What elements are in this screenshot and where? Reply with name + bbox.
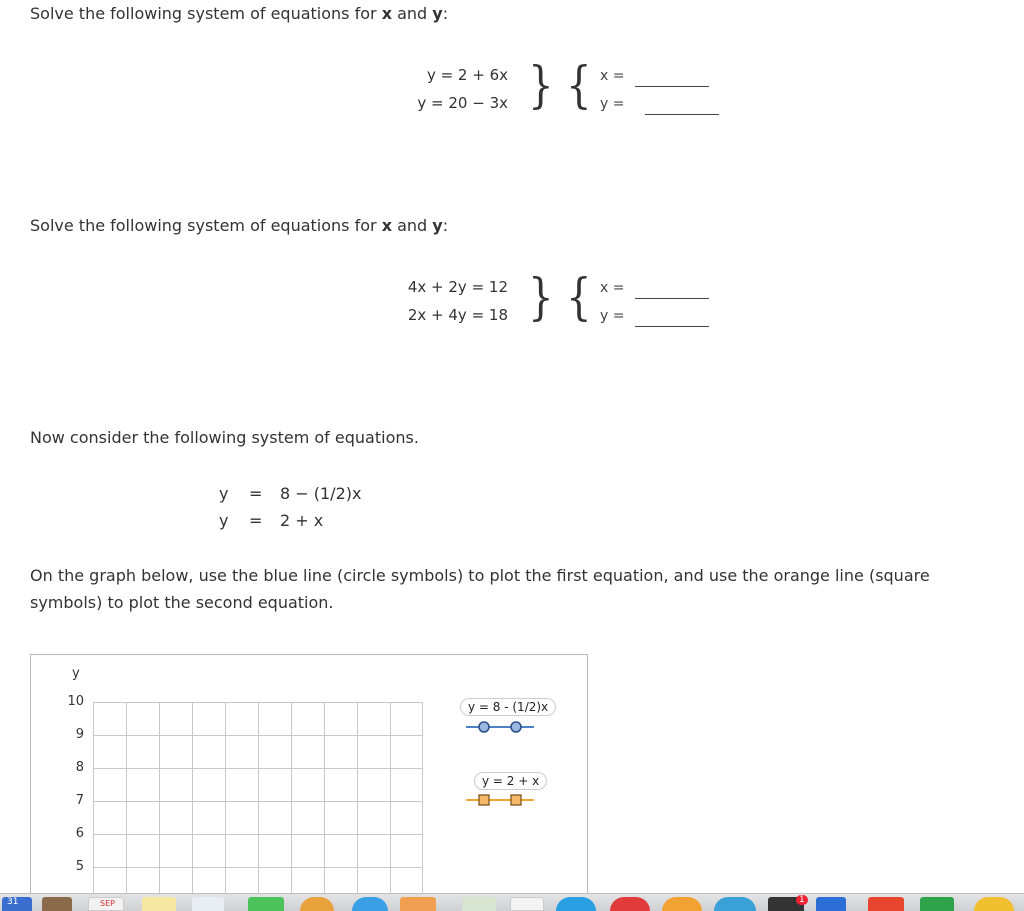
blue-line-tool[interactable] bbox=[464, 718, 538, 736]
pages-app-icon[interactable] bbox=[400, 897, 436, 911]
orange-square-handle-icon bbox=[479, 795, 489, 805]
excel-app-icon[interactable] bbox=[920, 897, 954, 911]
plot-grid[interactable] bbox=[93, 702, 423, 894]
problem-2-x-input[interactable] bbox=[635, 282, 709, 299]
blue-circle-handle-icon bbox=[479, 722, 489, 732]
problem-2-y-input[interactable] bbox=[635, 310, 709, 327]
skype-app-icon[interactable] bbox=[556, 897, 596, 911]
system-3-row-2-lhs: y bbox=[219, 511, 229, 530]
y-tick-label: 5 bbox=[75, 859, 84, 874]
dock-badge: 31 bbox=[4, 897, 21, 907]
chrome-app-icon[interactable] bbox=[510, 897, 544, 911]
dock-app-icon[interactable] bbox=[662, 897, 702, 911]
numbers-app-icon[interactable] bbox=[462, 897, 496, 911]
system-3-row-2-rhs: 2 + x bbox=[280, 511, 324, 530]
y-tick-label: 7 bbox=[75, 793, 84, 808]
system-3-row-2-equals: = bbox=[249, 511, 263, 530]
y-axis-title: y bbox=[72, 666, 80, 681]
problem-2-right-brace: } bbox=[528, 268, 554, 326]
dock-app-icon[interactable] bbox=[974, 897, 1014, 911]
problem-1-y-label: y = bbox=[600, 96, 625, 112]
dock-app-icon[interactable] bbox=[42, 897, 72, 911]
photos-app-icon[interactable] bbox=[300, 897, 334, 911]
problem-1-x-label: x = bbox=[600, 68, 625, 84]
problem-1-x-input[interactable] bbox=[635, 70, 709, 87]
problem-1-right-brace: } bbox=[528, 56, 554, 114]
orange-square-handle-icon bbox=[511, 795, 521, 805]
messages-app-icon[interactable] bbox=[248, 897, 284, 911]
problem-2-equation-2: 2x + 4y = 18 bbox=[407, 306, 508, 324]
problem-1-left-brace: { bbox=[566, 56, 592, 114]
y-tick-label: 8 bbox=[75, 760, 84, 775]
orange-line-tool[interactable] bbox=[464, 791, 538, 809]
calendar-month-label: SEP bbox=[100, 899, 115, 908]
blue-line-legend-label: y = 8 - (1/2)x bbox=[460, 698, 556, 716]
notification-badge: 1 bbox=[796, 895, 808, 905]
system-3-row-1-equals: = bbox=[249, 484, 263, 503]
notes-app-icon[interactable] bbox=[142, 897, 176, 911]
problem-1-prompt: Solve the following system of equations for x and y: bbox=[30, 4, 449, 23]
orange-line-legend-label: y = 2 + x bbox=[474, 772, 547, 790]
system-3-intro: Now consider the following system of equations. bbox=[30, 428, 419, 447]
blue-circle-handle-icon bbox=[511, 722, 521, 732]
y-tick-label: 9 bbox=[75, 727, 84, 742]
problem-2-x-label: x = bbox=[600, 280, 625, 296]
system-3-row-1-lhs: y bbox=[219, 484, 229, 503]
problem-2-prompt: Solve the following system of equations for x and y: bbox=[30, 216, 449, 235]
problem-1-equation-2: y = 20 − 3x bbox=[417, 94, 508, 112]
safari-app-icon[interactable] bbox=[352, 897, 388, 911]
system-3-row-1-rhs: 8 − (1/2)x bbox=[280, 484, 362, 503]
problem-2-equation-1: 4x + 2y = 12 bbox=[407, 278, 508, 296]
dock-app-icon[interactable] bbox=[192, 897, 224, 911]
dock-app-icon[interactable] bbox=[868, 897, 904, 911]
dock bbox=[0, 893, 1024, 911]
problem-2-y-label: y = bbox=[600, 308, 625, 324]
graph-instructions: On the graph below, use the blue line (circle symbols) to plot the first equation, and use the orange line (square symbols) to plot the second equation. bbox=[30, 566, 930, 612]
dock-app-icon[interactable] bbox=[714, 897, 756, 911]
problem-2-left-brace: { bbox=[566, 268, 592, 326]
y-tick-label: 6 bbox=[75, 826, 84, 841]
dock-app-icon[interactable] bbox=[816, 897, 846, 911]
dock-app-icon[interactable] bbox=[610, 897, 650, 911]
y-tick-label: 10 bbox=[67, 694, 84, 709]
problem-1-y-input[interactable] bbox=[645, 98, 719, 115]
problem-1-equation-1: y = 2 + 6x bbox=[426, 66, 508, 84]
